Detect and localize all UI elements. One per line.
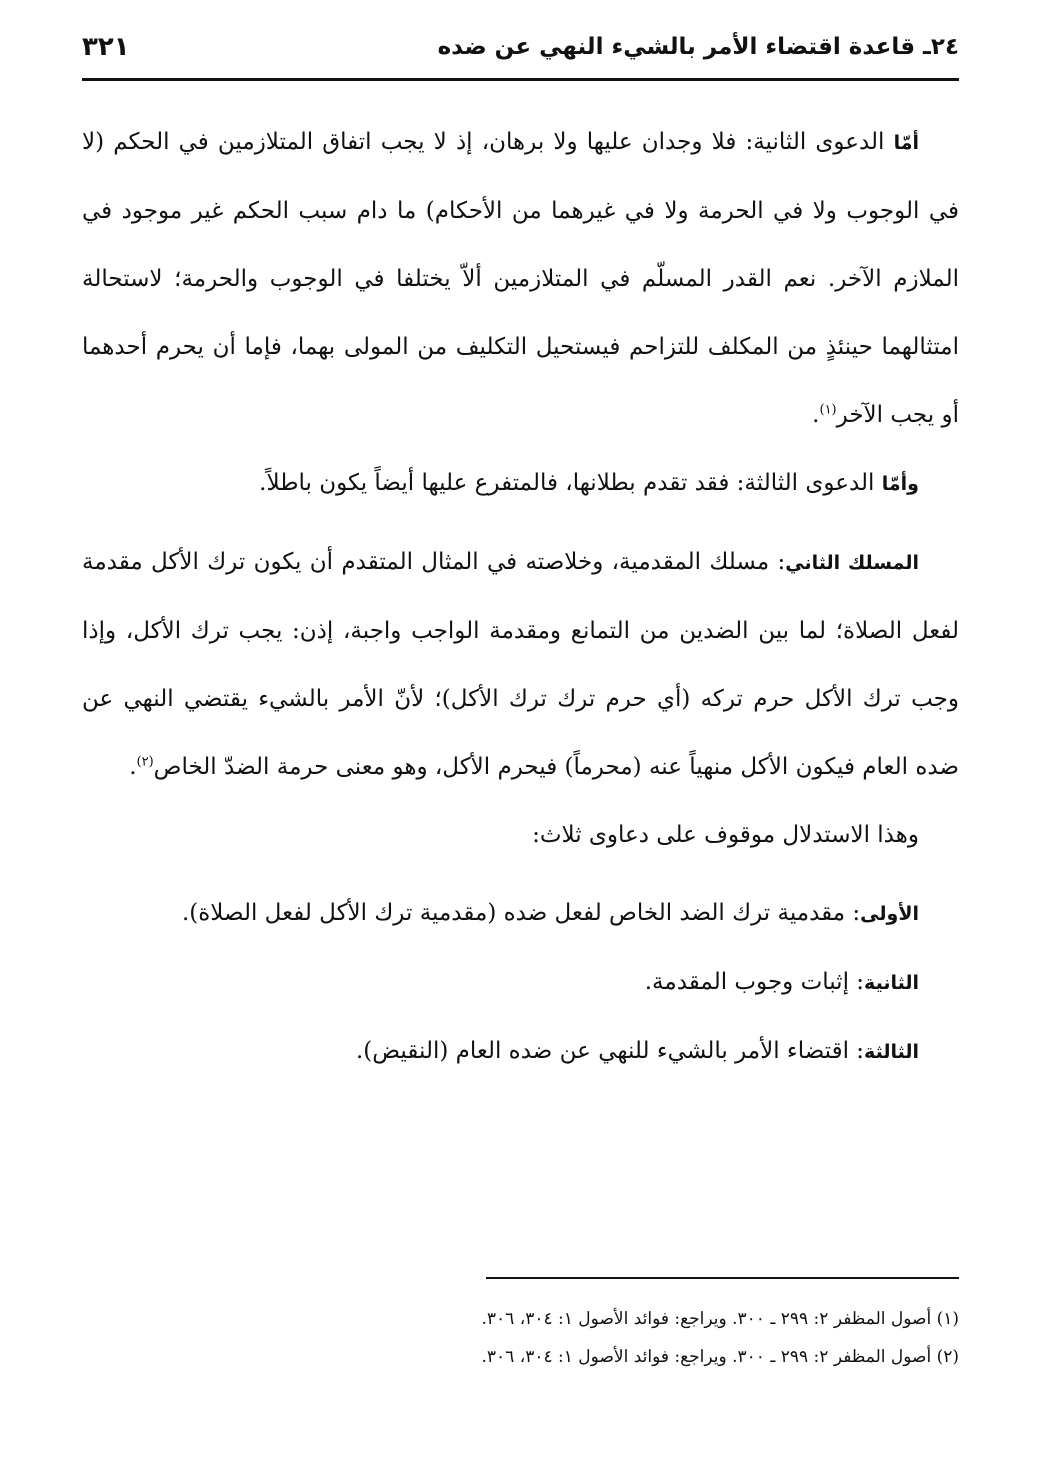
- paragraph-text: : مقدمية ترك الضد الخاص لفعل ضده (مقدمية ترك الأكل لفعل الصلاة).: [181, 900, 861, 926]
- paragraph-lead: الثانية: [864, 972, 919, 994]
- paragraph-lead: أمّا: [893, 132, 919, 154]
- paragraph-claim-second: [82, 948, 959, 1017]
- paragraph-text: : اقتضاء الأمر بالشيء للنهي عن ضده العام (النقيض).: [355, 1038, 865, 1064]
- chapter-title: ٢٤ـ قاعدة اقتضاء الأمر بالشيء النهي عن ضده: [437, 34, 959, 60]
- paragraph-text: : إثبات وجوب المقدمة.: [644, 969, 865, 995]
- paragraph-lead: المسلك الثاني: [785, 552, 919, 574]
- paragraph-claim-third: [82, 1017, 959, 1086]
- paragraph-text: وهذا الاستدلال موقوف على دعاوى ثلاث:: [532, 822, 919, 848]
- footnote-ref-1[interactable]: (١): [819, 402, 837, 418]
- paragraph-text: الدعوى الثانية: فلا وجدان عليها ولا برهان، إذ لا يجب اتفاق المتلازمين في الحكم (لا في الوجوب ولا في الحرمة ولا في غيرهما من الأحكام) ما دام سبب الحكم غير موجود في الملازم الآخر. نعم القدر المسلّم في المتلازمين ألاّ يختلفا في الوجوب والحرمة؛ لاستحالة امتثالهما حينئذٍ من المكلف للتزاحم فيستحيل التكليف من المولى بهما، فإما أن يحرم أحدهما أو يجب الآخر: [82, 129, 959, 428]
- paragraph-second-approach: [82, 528, 959, 801]
- running-header: [82, 28, 959, 81]
- footnote-2: (٢) أصول المظفر ٢: ٢٩٩ ـ ٣٠٠. ويراجع: فوائد الأصول ١: ٣٠٤، ٣٠٦.: [481, 1347, 959, 1367]
- paragraph-text: : مسلك المقدمية، وخلاصته في المثال المتقدم أن يكون ترك الأكل مقدمة لفعل الصلاة؛ لما بين الضدين من التمانع ومقدمة الواجب واجبة، إذن: يجب ترك الأكل، وإذا وجب ترك الأكل حرم تركه (أي حرم ترك ترك الأكل)؛ لأنّ الأمر بالشيء يقتضي النهي عن ضده العام فيكون الأكل منهياً عنه (محرماً) فيحرم الأكل، وهو معنى حرمة الضدّ الخاص: [82, 549, 959, 780]
- paragraph-end: .: [129, 754, 137, 780]
- footnotes: [82, 1300, 959, 1376]
- paragraph-third-claim: [82, 449, 959, 518]
- paragraph-claim-first: [82, 879, 959, 948]
- footnote-ref-2[interactable]: (٢): [136, 754, 154, 770]
- paragraph-lead: الأولى: [860, 903, 919, 925]
- paragraph-end: .: [812, 402, 820, 428]
- footnote-separator: [486, 1277, 959, 1279]
- main-text: [82, 108, 959, 1086]
- paragraph-second-claim: [82, 108, 959, 449]
- page-number: ٣٢١: [82, 32, 130, 62]
- paragraph-lead: وأمّا: [881, 473, 919, 495]
- paragraph-three-claims-intro: [82, 801, 959, 869]
- paragraph-lead: الثالثة: [864, 1041, 919, 1063]
- paragraph-text: الدعوى الثالثة: فقد تقدم بطلانها، فالمتفرع عليها أيضاً يكون باطلاً.: [259, 470, 882, 496]
- footnote-1: (١) أصول المظفر ٢: ٢٩٩ ـ ٣٠٠. ويراجع: فوائد الأصول ١: ٣٠٤، ٣٠٦.: [481, 1309, 959, 1329]
